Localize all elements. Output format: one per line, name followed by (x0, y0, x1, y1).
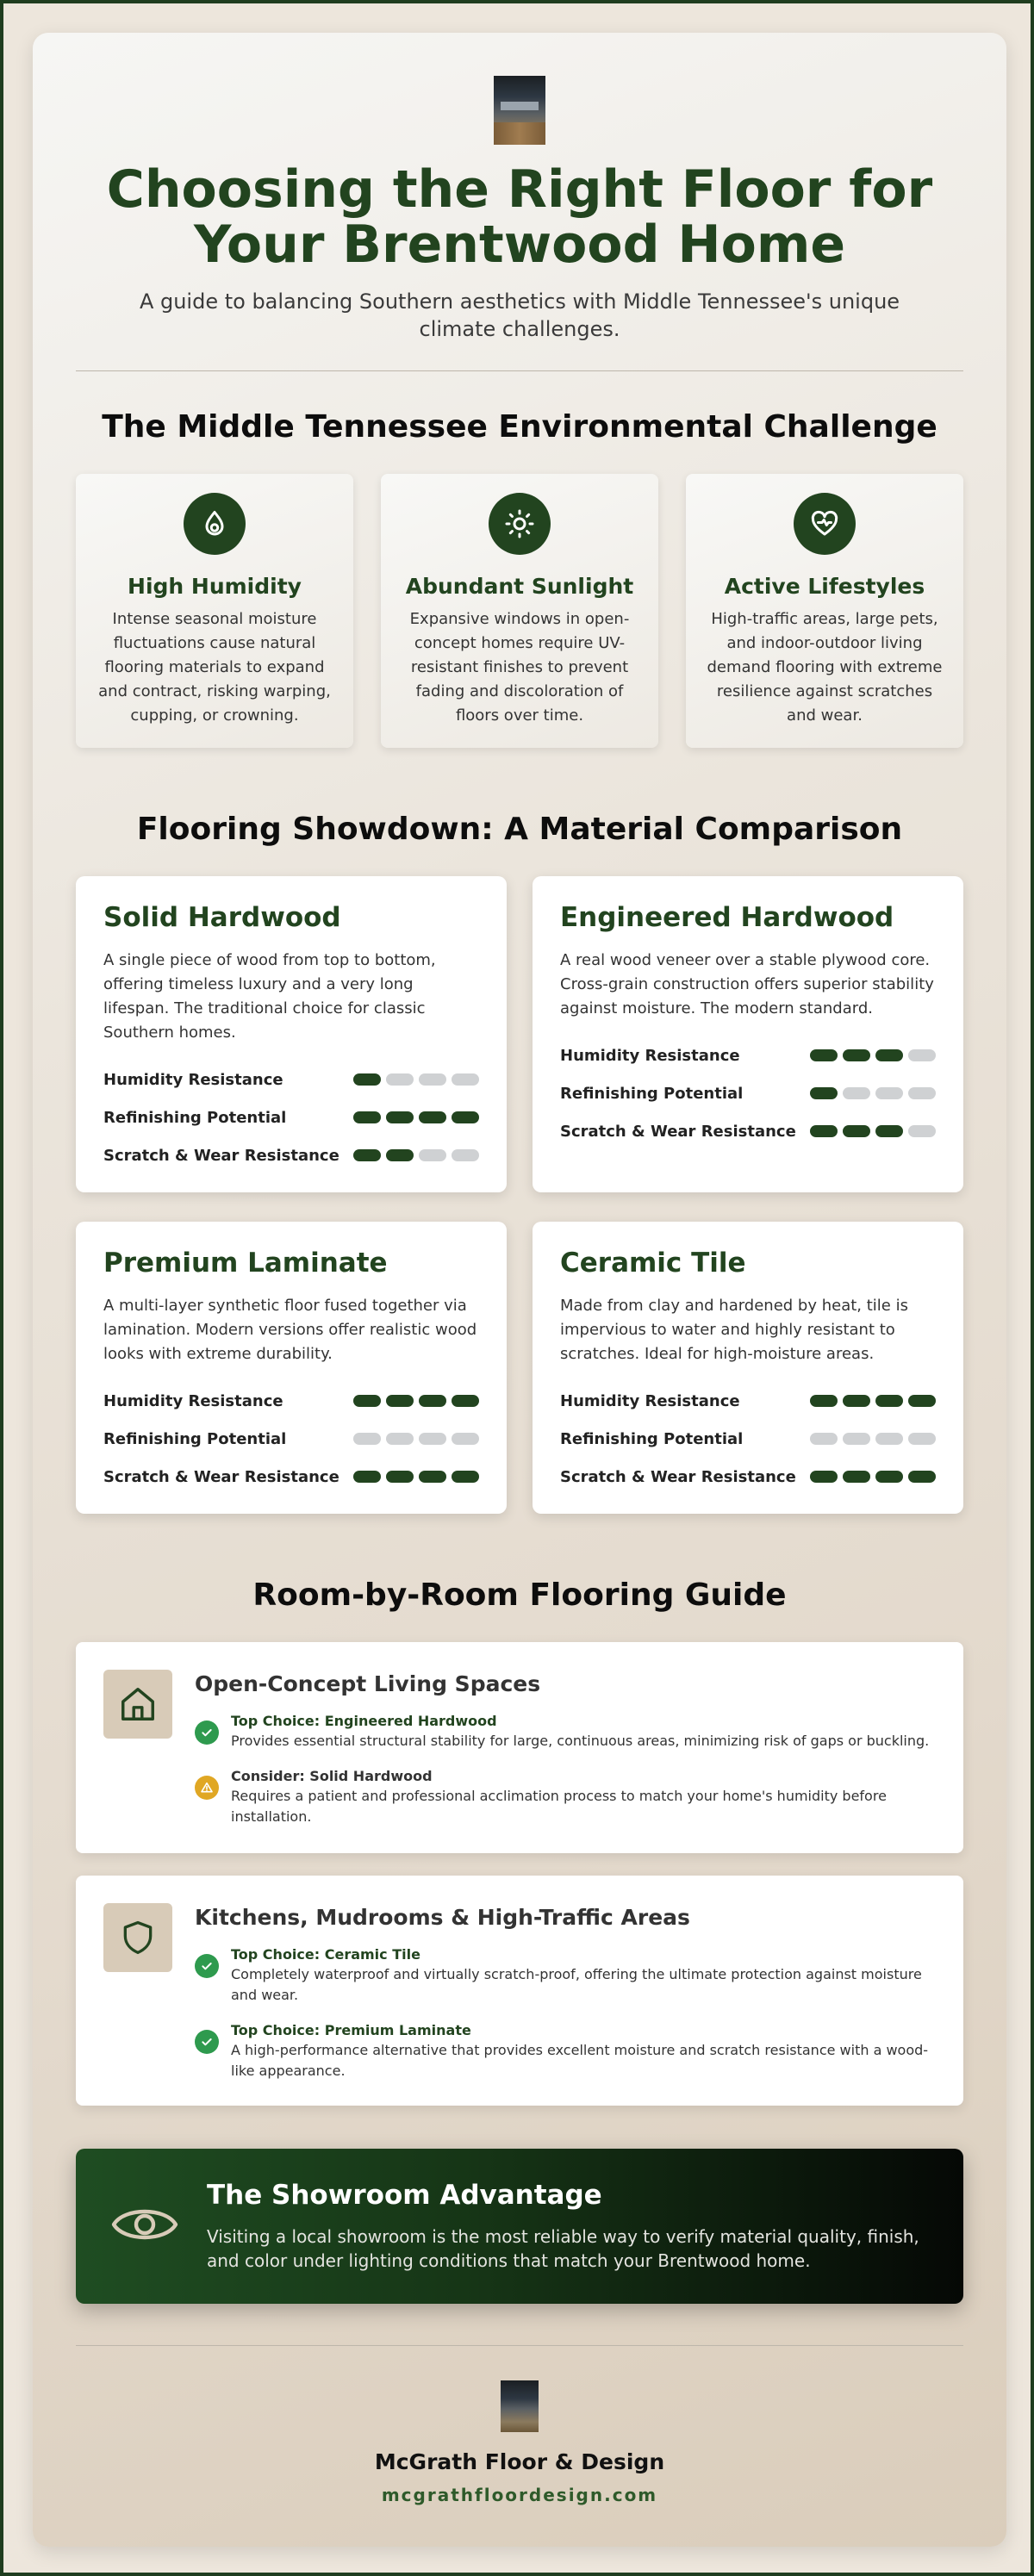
rating-dot-filled (452, 1471, 479, 1483)
rating-dot-empty (875, 1433, 903, 1445)
metric-label: Refinishing Potential (103, 1108, 287, 1127)
divider (76, 370, 963, 371)
check-icon (195, 2030, 219, 2054)
rating-dot-empty (386, 1073, 414, 1086)
recommendation-item (195, 1712, 936, 1752)
rating-dots (353, 1471, 479, 1483)
recommendation-item (195, 2021, 936, 2081)
recommendation-description: Requires a patient and professional acclimation process to match your home's humidity before installation. (231, 1788, 887, 1825)
rating-dots (353, 1111, 479, 1123)
rating-dot-filled (386, 1471, 414, 1483)
rating-dot-empty (419, 1149, 446, 1161)
metric-row (560, 1382, 936, 1420)
material-description: A multi-layer synthetic floor fused together via lamination. Modern versions offer realistic wood looks with extreme durability. (103, 1297, 477, 1363)
recommendation-item (195, 1767, 936, 1827)
metric-label: Humidity Resistance (103, 1070, 283, 1089)
rating-dot-filled (810, 1395, 838, 1407)
recommendation-description: A high-performance alternative that provides excellent moisture and scratch resistance with a wood-like appearance. (231, 2042, 929, 2079)
rating-dot-empty (810, 1433, 838, 1445)
recommendation-item (195, 1945, 936, 2006)
rating-dot-filled (810, 1087, 838, 1099)
page-title-line1: Choosing the Right Floor for (106, 159, 933, 220)
material-card-ceramic-tile (533, 1222, 963, 1514)
rating-dot-filled (419, 1471, 446, 1483)
material-metrics (560, 1036, 936, 1150)
recommendation-description: Provides essential structural stability for large, continuous areas, minimizing risk of gaps or buckling. (231, 1733, 930, 1749)
rating-dots (353, 1395, 479, 1407)
material-card-solid-hardwood (76, 876, 507, 1192)
rating-dot-filled (875, 1049, 903, 1061)
room-card-living (76, 1642, 963, 1853)
rating-dot-filled (810, 1471, 838, 1483)
rating-dot-filled (353, 1395, 381, 1407)
room-title: Kitchens, Mudrooms & High-Traffic Areas (195, 1905, 690, 1930)
env-card-text: High-traffic areas, large pets, and indoor-outdoor living demand flooring with extreme resilience against scratches and wear. (707, 610, 943, 725)
rating-dot-filled (353, 1073, 381, 1086)
sun-icon (489, 493, 551, 555)
rating-dot-filled (386, 1395, 414, 1407)
metric-label: Scratch & Wear Resistance (560, 1122, 796, 1141)
heart-pulse-icon (794, 493, 856, 555)
recommendation-description: Completely waterproof and virtually scratch-proof, offering the ultimate protection against moisture and wear. (231, 1966, 922, 2003)
material-description: A real wood veneer over a stable plywood core. Cross-grain construction offers superior stability against moisture. The modern standard. (560, 951, 934, 1017)
material-description: Made from clay and hardened by heat, tile is impervious to water and highly resistant to scratches. Ideal for high-moisture areas. (560, 1297, 908, 1363)
material-title: Premium Laminate (103, 1248, 388, 1279)
env-card-title: Active Lifestyles (724, 574, 925, 599)
recommendation-heading: Top Choice: Ceramic Tile (231, 1946, 420, 1963)
metric-label: Scratch & Wear Resistance (103, 1467, 339, 1486)
rating-dot-filled (875, 1471, 903, 1483)
material-card-engineered-hardwood (533, 876, 963, 1192)
metric-label: Refinishing Potential (560, 1429, 744, 1448)
env-card-text: Intense seasonal moisture fluctuations cause natural flooring materials to expand and contract, risking warping, cupping, or crowning. (98, 610, 331, 725)
brand-name: McGrath Floor & Design (374, 2449, 665, 2474)
rating-dot-empty (908, 1125, 936, 1137)
metric-row (560, 1112, 936, 1150)
rating-dot-empty (452, 1073, 479, 1086)
footer-logo-image (501, 2380, 539, 2432)
rating-dot-filled (843, 1125, 870, 1137)
rating-dots (810, 1433, 936, 1445)
page-title-line2: Your Brentwood Home (193, 215, 846, 275)
rating-dot-empty (353, 1433, 381, 1445)
metric-label: Scratch & Wear Resistance (560, 1467, 796, 1486)
rating-dots (810, 1471, 936, 1483)
house-icon (103, 1670, 172, 1739)
divider (76, 2345, 963, 2346)
rating-dot-filled (908, 1395, 936, 1407)
eye-icon (110, 2199, 179, 2254)
rating-dot-filled (843, 1471, 870, 1483)
check-icon (195, 1954, 219, 1978)
environment-cards (76, 474, 963, 748)
env-card-text: Expansive windows in open-concept homes require UV-resistant finishes to prevent fading and discoloration of floors over time. (409, 610, 630, 725)
material-metrics (103, 1382, 479, 1496)
rating-dot-filled (810, 1125, 838, 1137)
metric-label: Humidity Resistance (560, 1391, 740, 1410)
metric-row (103, 1136, 479, 1174)
recommendation-heading: Top Choice: Engineered Hardwood (231, 1713, 497, 1729)
rating-dot-empty (908, 1049, 936, 1061)
rating-dot-empty (908, 1433, 936, 1445)
recommendation-heading: Consider: Solid Hardwood (231, 1768, 433, 1784)
metric-row (560, 1420, 936, 1458)
comparison-heading: Flooring Showdown: A Material Comparison (136, 812, 903, 847)
environment-heading: The Middle Tennessee Environmental Challenge (102, 409, 937, 445)
rating-dot-empty (452, 1433, 479, 1445)
metric-label: Refinishing Potential (103, 1429, 287, 1448)
rating-dot-filled (810, 1049, 838, 1061)
env-card-title: High Humidity (128, 574, 302, 599)
rating-dot-filled (843, 1395, 870, 1407)
rating-dot-empty (386, 1433, 414, 1445)
room-card-kitchens (76, 1876, 963, 2106)
metric-label: Humidity Resistance (103, 1391, 283, 1410)
metric-row (103, 1098, 479, 1136)
warning-icon (195, 1776, 219, 1800)
metric-row (103, 1458, 479, 1496)
page-subtitle: A guide to balancing Southern aesthetics with Middle Tennessee's unique climate challenges. (139, 289, 900, 341)
rating-dot-filled (353, 1111, 381, 1123)
showroom-advantage-banner (76, 2149, 963, 2304)
shield-icon (103, 1903, 172, 1972)
env-card-humidity (76, 474, 353, 748)
material-title: Solid Hardwood (103, 902, 341, 933)
rating-dot-empty (875, 1087, 903, 1099)
metric-row (103, 1382, 479, 1420)
rating-dot-empty (843, 1087, 870, 1099)
metric-row (560, 1036, 936, 1074)
metric-row (560, 1074, 936, 1112)
hero-showroom-image (494, 76, 545, 145)
metric-row (103, 1061, 479, 1098)
rating-dots (353, 1149, 479, 1161)
material-metrics (103, 1061, 479, 1174)
recommendation-heading: Top Choice: Premium Laminate (231, 2022, 471, 2038)
metric-label: Humidity Resistance (560, 1046, 740, 1065)
material-card-premium-laminate (76, 1222, 507, 1514)
advantage-title: The Showroom Advantage (207, 2180, 602, 2211)
rating-dot-filled (386, 1149, 414, 1161)
rating-dots (810, 1049, 936, 1061)
rating-dots (353, 1073, 479, 1086)
infographic-page (33, 33, 1006, 2547)
rating-dot-filled (419, 1111, 446, 1123)
rating-dot-filled (908, 1471, 936, 1483)
rating-dots (810, 1087, 936, 1099)
env-card-title: Abundant Sunlight (405, 574, 634, 599)
rating-dot-empty (419, 1433, 446, 1445)
env-card-sunlight (381, 474, 658, 748)
metric-label: Scratch & Wear Resistance (103, 1146, 339, 1165)
rating-dot-empty (843, 1433, 870, 1445)
water-drop-icon (184, 493, 246, 555)
material-cards (76, 876, 963, 1514)
metric-row (103, 1420, 479, 1458)
rating-dot-filled (419, 1395, 446, 1407)
metric-label: Refinishing Potential (560, 1084, 744, 1103)
check-icon (195, 1720, 219, 1745)
rating-dot-filled (386, 1111, 414, 1123)
room-title: Open-Concept Living Spaces (195, 1671, 541, 1696)
rating-dot-filled (452, 1395, 479, 1407)
rating-dots (353, 1433, 479, 1445)
rating-dot-empty (452, 1149, 479, 1161)
rating-dot-filled (452, 1111, 479, 1123)
rating-dots (810, 1125, 936, 1137)
rooms-heading: Room-by-Room Flooring Guide (252, 1577, 787, 1613)
material-title: Ceramic Tile (560, 1248, 746, 1279)
rating-dots (810, 1395, 936, 1407)
material-metrics (560, 1382, 936, 1496)
material-title: Engineered Hardwood (560, 902, 894, 933)
rating-dot-filled (843, 1049, 870, 1061)
rating-dot-filled (875, 1395, 903, 1407)
page-title (76, 159, 963, 275)
env-card-lifestyles (686, 474, 963, 748)
rating-dot-filled (353, 1471, 381, 1483)
footer (76, 2380, 963, 2505)
rating-dot-filled (875, 1125, 903, 1137)
rating-dot-empty (908, 1087, 936, 1099)
rating-dot-empty (419, 1073, 446, 1086)
metric-row (560, 1458, 936, 1496)
website-link[interactable]: mcgrathfloordesign.com (381, 2485, 658, 2505)
material-description: A single piece of wood from top to bottom, offering timeless luxury and a very long lifespan. The traditional choice for classic Southern homes. (103, 951, 436, 1042)
rating-dot-filled (353, 1149, 381, 1161)
advantage-text: Visiting a local showroom is the most reliable way to verify material quality, finish, and color under lighting conditions that match your Brentwood home. (207, 2226, 919, 2271)
